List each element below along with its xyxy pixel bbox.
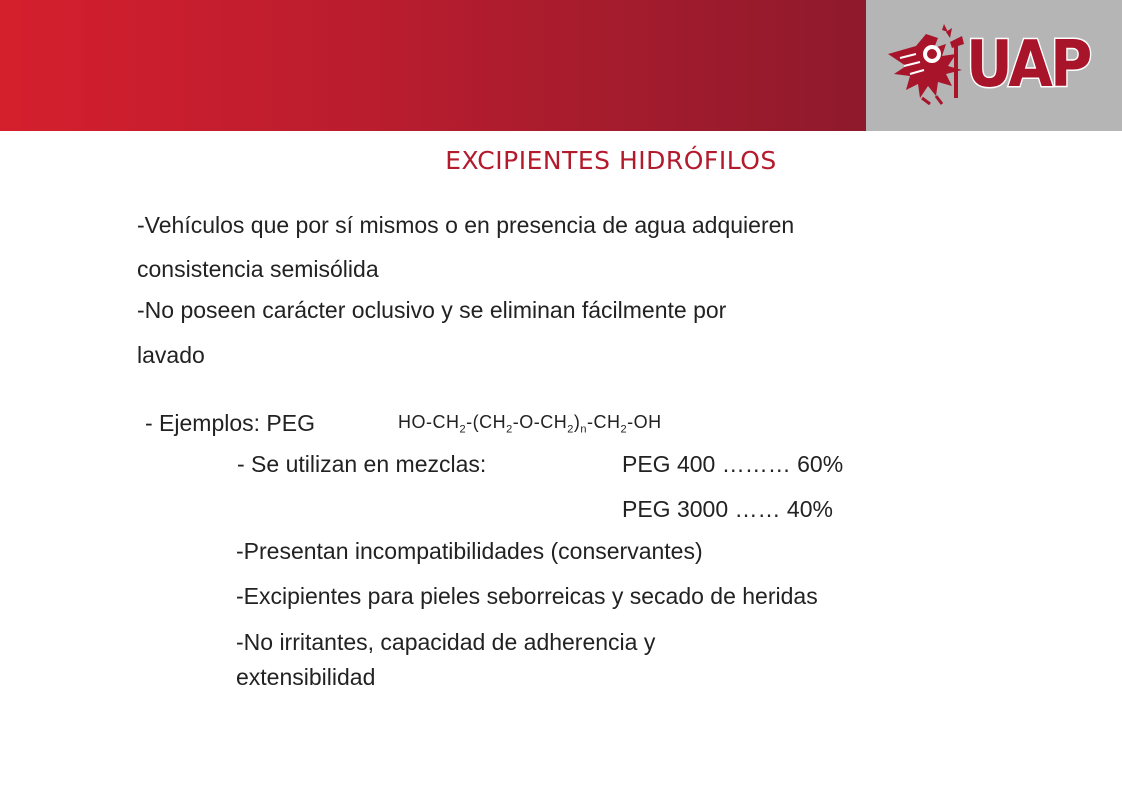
bullet-non-irritant: -No irritantes, capacidad de adherencia y xyxy=(236,629,656,655)
formula-subscript: 2 xyxy=(506,423,513,436)
paragraph-line-1: -Vehículos que por sí mismos o en presencia de agua adquieren xyxy=(137,212,795,238)
formula-subscript: n xyxy=(580,423,587,436)
formula-part: -OH xyxy=(627,412,662,432)
slide-title: EXCIPIENTES HIDRÓFILOS xyxy=(445,146,777,175)
peg-formula xyxy=(398,412,662,436)
formula-part: ) xyxy=(573,412,581,432)
paragraph-line-3: -No poseen carácter oclusivo y se eliminan fácilmente por xyxy=(137,297,727,323)
examples-label: - Ejemplos: PEG xyxy=(145,410,315,436)
paragraph-line-4: lavado xyxy=(137,342,205,368)
formula-subscript: 2 xyxy=(459,423,467,436)
logo-panel xyxy=(866,0,1122,131)
mixture-label: - Se utilizan en mezclas: xyxy=(237,451,487,477)
bullet-non-irritant-continued: extensibilidad xyxy=(236,664,376,690)
formula-part: -CH xyxy=(587,412,621,432)
formula-part: HO-CH xyxy=(398,412,460,432)
formula-part: -O-CH xyxy=(512,412,568,432)
formula-part: -(CH xyxy=(466,412,507,432)
formula-subscript: 2 xyxy=(567,423,574,436)
condor-emblem-icon xyxy=(886,24,978,106)
uap-logo-text: UAP xyxy=(966,28,1090,102)
formula-subscript: 2 xyxy=(620,423,628,436)
bullet-seborrheic-skin: -Excipientes para pieles seborreicas y secado de heridas xyxy=(236,583,818,609)
bullet-incompatibilities: -Presentan incompatibilidades (conservantes) xyxy=(236,538,703,564)
mixture-peg-400: PEG 400 ……… 60% xyxy=(622,451,844,477)
mixture-peg-3000: PEG 3000 …… 40% xyxy=(622,496,833,522)
header-banner xyxy=(0,0,866,131)
paragraph-line-2: consistencia semisólida xyxy=(137,256,379,282)
